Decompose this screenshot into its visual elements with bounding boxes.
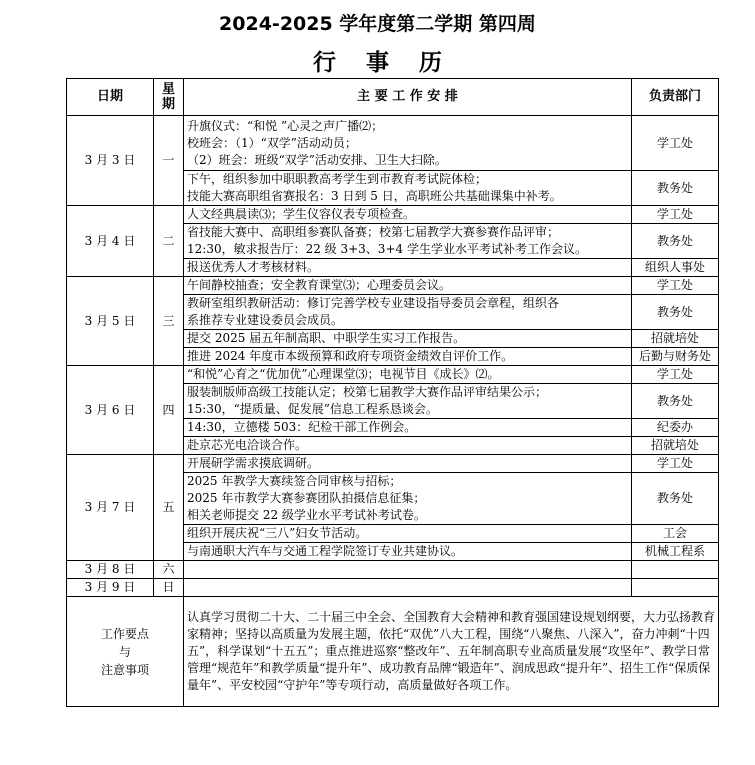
schedule-row: [67, 561, 719, 579]
notes-label-line: 工作要点: [100, 626, 149, 641]
task-line: 升旗仪式：“和悦 ”心灵之声广播⑵；: [187, 118, 384, 133]
date-cell: 3 月 6 日: [67, 366, 154, 455]
task-line: “和悦”心育之“优加优”心理课堂⑶；电视节目《成长》⑵。: [187, 367, 500, 381]
weekday-cell: 二: [154, 206, 184, 277]
dept-cell: 学工处: [632, 366, 719, 384]
task-line: 推进 2024 年度市本级预算和政府专项资金绩效自评价工作。: [187, 349, 514, 363]
notes-label-line: 注意事项: [100, 662, 149, 677]
task-line: 与南通职大汽车与交通工程学院签订专业共建协议。: [187, 544, 464, 558]
schedule-row: [67, 579, 719, 597]
weekday-cell: 六: [154, 561, 184, 579]
task-cell: [184, 579, 632, 597]
task-cell: [184, 366, 632, 384]
task-cell: [184, 330, 632, 348]
task-cell: [184, 116, 632, 171]
task-cell: [184, 525, 632, 543]
task-cell: [184, 206, 632, 224]
notes-row: [67, 597, 719, 707]
schedule-row: [67, 206, 719, 224]
dept-cell: 纪委办: [632, 419, 719, 437]
date-cell: 3 月 4 日: [67, 206, 154, 277]
weekday-cell: 四: [154, 366, 184, 455]
dept-cell: 教务处: [632, 295, 719, 330]
task-line: （2）班会：班级“双学”活动安排、卫生大扫除。: [187, 152, 447, 167]
schedule-row: [67, 455, 719, 473]
date-cell: 3 月 3 日: [67, 116, 154, 206]
notes-text: 认真学习贯彻二十大、二十届三中全会、全国教育大会精神和教育强国建设规划纲要，大力弘扬教育家精神；坚持以高质量为发展主题，依托“双优”八大工程，围绕“八聚焦、八深入”，奋力冲刺“十四五”，科学谋划“十五五”；重点推进巡察“整改年”、五年制高职专业高质量发展“攻坚年”、教学日常管理“规范年”和教学质量“提升年”、成功教育品牌“锻造年”、润成思政“提升年”、招生工作“保质保量年”、平安校园“守护年”等专项行动，高质量做好各项工作。: [184, 597, 719, 707]
task-cell: [184, 224, 632, 259]
dept-cell: 学工处: [632, 116, 719, 171]
dept-cell: 后勤与财务处: [632, 348, 719, 366]
date-cell: 3 月 5 日: [67, 277, 154, 366]
col-header-tasks: 主 要 工 作 安 排: [184, 79, 632, 116]
weekday-cell: 日: [154, 579, 184, 597]
task-cell: [184, 259, 632, 277]
dept-cell: 教务处: [632, 171, 719, 206]
task-line: 开展研学需求摸底调研。: [187, 456, 320, 470]
task-cell: [184, 348, 632, 366]
dept-cell: 招就培处: [632, 437, 719, 455]
task-cell: [184, 384, 632, 419]
dept-cell: [632, 579, 719, 597]
task-line: 校班会：（1）“双学”活动动员；: [187, 135, 357, 150]
dept-cell: 学工处: [632, 277, 719, 295]
weekday-header-text: 星期: [161, 81, 175, 112]
notes-label-line: 与: [118, 644, 131, 659]
schedule-row: [67, 277, 719, 295]
task-line: 15:30，“提质量、促发展”信息工程系恳谈会。: [187, 402, 438, 416]
notes-label: [67, 597, 184, 707]
schedule-table: [66, 78, 719, 707]
dept-cell: 工会: [632, 525, 719, 543]
task-line: 人文经典晨读⑶；学生仪容仪表专项检查。: [187, 207, 416, 221]
date-cell: 3 月 9 日: [67, 579, 154, 597]
dept-cell: 教务处: [632, 224, 719, 259]
task-line: 14:30，立德楼 503：纪检干部工作例会。: [187, 420, 417, 434]
task-line: 服装制版师高级工技能认定；校第七届教学大赛作品评审结果公示；: [187, 385, 548, 399]
task-line: 下午，组织参加中职职教高考学生到市教育考试院体检；: [187, 172, 488, 186]
date-cell: 3 月 7 日: [67, 455, 154, 561]
task-line: 午间静校抽查；安全教育课堂⑶；心理委员会议。: [187, 278, 452, 292]
task-cell: [184, 295, 632, 330]
col-header-weekday: [154, 79, 184, 116]
dept-cell: 招就培处: [632, 330, 719, 348]
task-cell: [184, 419, 632, 437]
task-cell: [184, 543, 632, 561]
dept-cell: 学工处: [632, 455, 719, 473]
col-header-dept: 负责部门: [632, 79, 719, 116]
task-line: 组织开展庆祝“三八”妇女节活动。: [187, 526, 368, 540]
dept-cell: 教务处: [632, 384, 719, 419]
task-cell: [184, 171, 632, 206]
task-cell: [184, 473, 632, 525]
task-line: 教研室组织教研活动：修订完善学校专业建设指导委员会章程，组织各: [187, 296, 560, 310]
weekday-cell: 三: [154, 277, 184, 366]
task-line: 2025 年市教学大赛参赛团队拍摄信息征集；: [187, 491, 426, 505]
task-cell: [184, 437, 632, 455]
page-subtitle: 行事历: [313, 50, 472, 76]
dept-cell: [632, 561, 719, 579]
date-cell: 3 月 8 日: [67, 561, 154, 579]
task-line: 系推荐专业建设委员会成员。: [187, 313, 344, 327]
task-line: 2025 年教学大赛续签合同审核与招标；: [187, 474, 402, 488]
dept-cell: 教务处: [632, 473, 719, 525]
task-line: 技能大赛高职组省赛报名：3 日到 5 日，高职班公共基础课集中补考。: [187, 189, 562, 203]
task-line: 12:30，敏求报告厅：22 级 3+3、3+4 学生学业水平考试补考工作会议。: [187, 242, 587, 256]
task-cell: [184, 561, 632, 579]
task-line: 省技能大赛中、高职组参赛队备赛；校第七届教学大赛参赛作品评审；: [187, 225, 560, 239]
task-line: 报送优秀人才考核材料。: [187, 260, 320, 274]
task-line: 相关老师提交 22 级学业水平考试补考试卷。: [187, 508, 426, 522]
weekday-cell: 五: [154, 455, 184, 561]
task-cell: [184, 455, 632, 473]
dept-cell: 组织人事处: [632, 259, 719, 277]
schedule-row: [67, 366, 719, 384]
page-title: 2024-2025 学年度第二学期 第四周: [219, 13, 536, 35]
schedule-row: [67, 116, 719, 171]
task-cell: [184, 277, 632, 295]
col-header-date: 日期: [67, 79, 154, 116]
task-line: 提交 2025 届五年制高职、中职学生实习工作报告。: [187, 331, 466, 345]
dept-cell: 学工处: [632, 206, 719, 224]
header-row: [67, 79, 719, 116]
dept-cell: 机械工程系: [632, 543, 719, 561]
weekday-cell: 一: [154, 116, 184, 206]
task-line: 赴京芯光电洽谈合作。: [187, 438, 308, 452]
